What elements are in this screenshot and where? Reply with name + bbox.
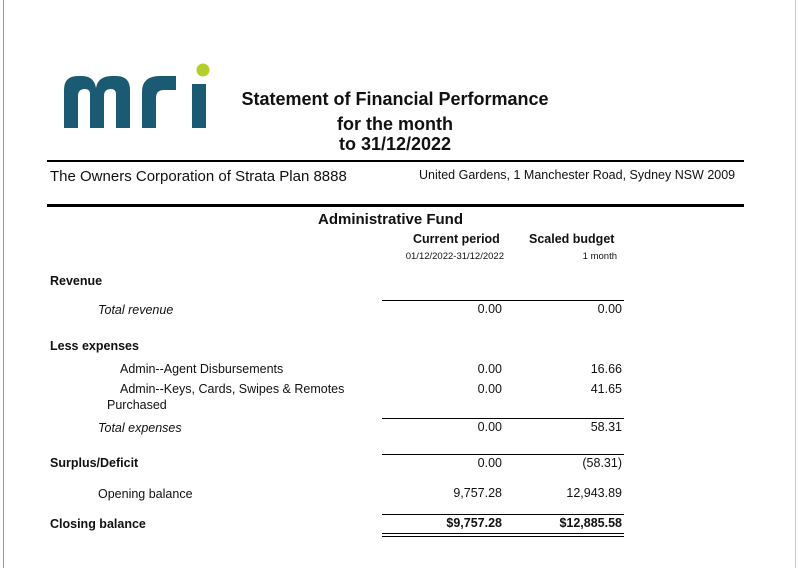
closing-balance-label: Closing balance (50, 517, 146, 531)
expense-item-label: Admin--Keys, Cards, Swipes & Remotes Purchased (107, 382, 345, 412)
mri-logo (60, 62, 218, 134)
opening-balance-budget: 12,943.89 (566, 486, 622, 500)
surplus-current: 0.00 (477, 456, 502, 470)
expenses-heading: Less expenses (50, 339, 139, 353)
report-date: to 31/12/2022 (338, 134, 452, 154)
col-budget-range: 1 month (582, 251, 617, 262)
opening-balance-current: 9,757.28 (453, 486, 502, 500)
revenue-rule-budget (502, 300, 624, 301)
opening-balance-label: Opening balance (98, 487, 193, 501)
total-revenue-label: Total revenue (98, 303, 174, 317)
expense-item-budget: 16.66 (590, 362, 622, 376)
fund-title: Administrative Fund (318, 211, 464, 228)
total-revenue-budget: 0.00 (597, 302, 622, 316)
col-current-range: 01/12/2022-31/12/2022 (405, 251, 504, 262)
surplus-rule (382, 454, 624, 455)
total-expenses-label: Total expenses (98, 421, 182, 435)
report-title: Statement of Financial Performance (241, 89, 549, 109)
surplus-label: Surplus/Deficit (50, 456, 139, 470)
closing-rule-top (382, 514, 624, 515)
expense-item-budget: 41.65 (590, 382, 622, 396)
col-budget-header: Scaled budget (529, 232, 615, 246)
total-expenses-current: 0.00 (477, 420, 502, 434)
revenue-heading: Revenue (50, 274, 103, 288)
revenue-rule-current (382, 300, 502, 301)
section-divider (47, 204, 744, 207)
total-expenses-budget: 58.31 (590, 420, 622, 434)
expense-item-current: 0.00 (477, 382, 502, 396)
closing-balance-current: $9,757.28 (446, 516, 502, 530)
property-address: United Gardens, 1 Manchester Road, Sydney NSW 2009 (419, 168, 736, 182)
closing-rule-double-2 (382, 536, 624, 537)
window-left-border (3, 0, 4, 568)
col-current-header: Current period (413, 232, 500, 246)
total-revenue-current: 0.00 (477, 302, 502, 316)
closing-rule-double-1 (382, 533, 624, 534)
closing-balance-budget: $12,885.58 (559, 516, 622, 530)
report-period: for the month (337, 114, 453, 134)
surplus-budget: (58.31) (582, 456, 622, 470)
expenses-rule (382, 418, 624, 419)
owner-name: The Owners Corporation of Strata Plan 8888 (50, 168, 347, 185)
expense-item-current: 0.00 (477, 362, 502, 376)
header-divider (47, 160, 744, 162)
expense-item-label: Admin--Agent Disbursements (120, 362, 284, 376)
window-right-border (795, 0, 796, 568)
